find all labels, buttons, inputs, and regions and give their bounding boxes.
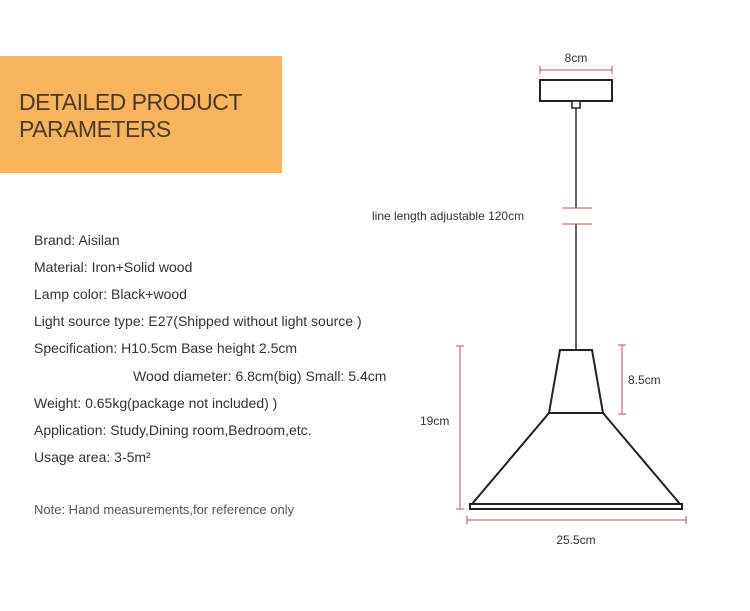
canopy-width-label: 8cm: [564, 51, 588, 65]
spec-lamp-color: Lamp color: Black+wood: [34, 286, 187, 302]
canopy-width-dimension: [540, 51, 612, 74]
spec-weight: Weight: 0.65kg(package not included) ): [34, 395, 278, 411]
lamp-shade: [472, 413, 680, 504]
shade-diameter-label: 25.5cm: [556, 533, 596, 547]
canopy: [540, 80, 612, 101]
spec-usage-area: Usage area: 3-5m²: [34, 449, 151, 465]
cord-grip: [572, 101, 580, 108]
total-height-label: 19cm: [420, 414, 450, 428]
spec-light-source: Light source type: E27(Shipped without light source ): [34, 313, 362, 329]
shade-top-height-label: 8.5cm: [628, 373, 661, 387]
spec-material: Material: Iron+Solid wood: [34, 259, 193, 275]
spec-application: Application: Study,Dining room,Bedroom,etc.: [34, 422, 312, 438]
measurement-note: Note: Hand measurements,for reference only: [34, 502, 295, 517]
line-length-label: line length adjustable 120cm: [372, 209, 525, 223]
title-line-1: DETAILED PRODUCT: [19, 89, 242, 115]
shade-rim: [470, 504, 682, 509]
spec-brand: Brand: Aisilan: [34, 232, 120, 248]
shade-top-height-dimension: [618, 345, 661, 414]
cord-break-marks: [562, 208, 592, 224]
total-height-dimension: [420, 346, 464, 509]
wood-top: [549, 350, 603, 413]
shade-diameter-dimension: [467, 516, 686, 547]
spec-specification: Specification: H10.5cm Base height 2.5cm: [34, 340, 298, 356]
spec-wood-diameter: Wood diameter: 6.8cm(big) Small: 5.4cm: [133, 368, 387, 384]
title-line-2: PARAMETERS: [19, 116, 171, 142]
